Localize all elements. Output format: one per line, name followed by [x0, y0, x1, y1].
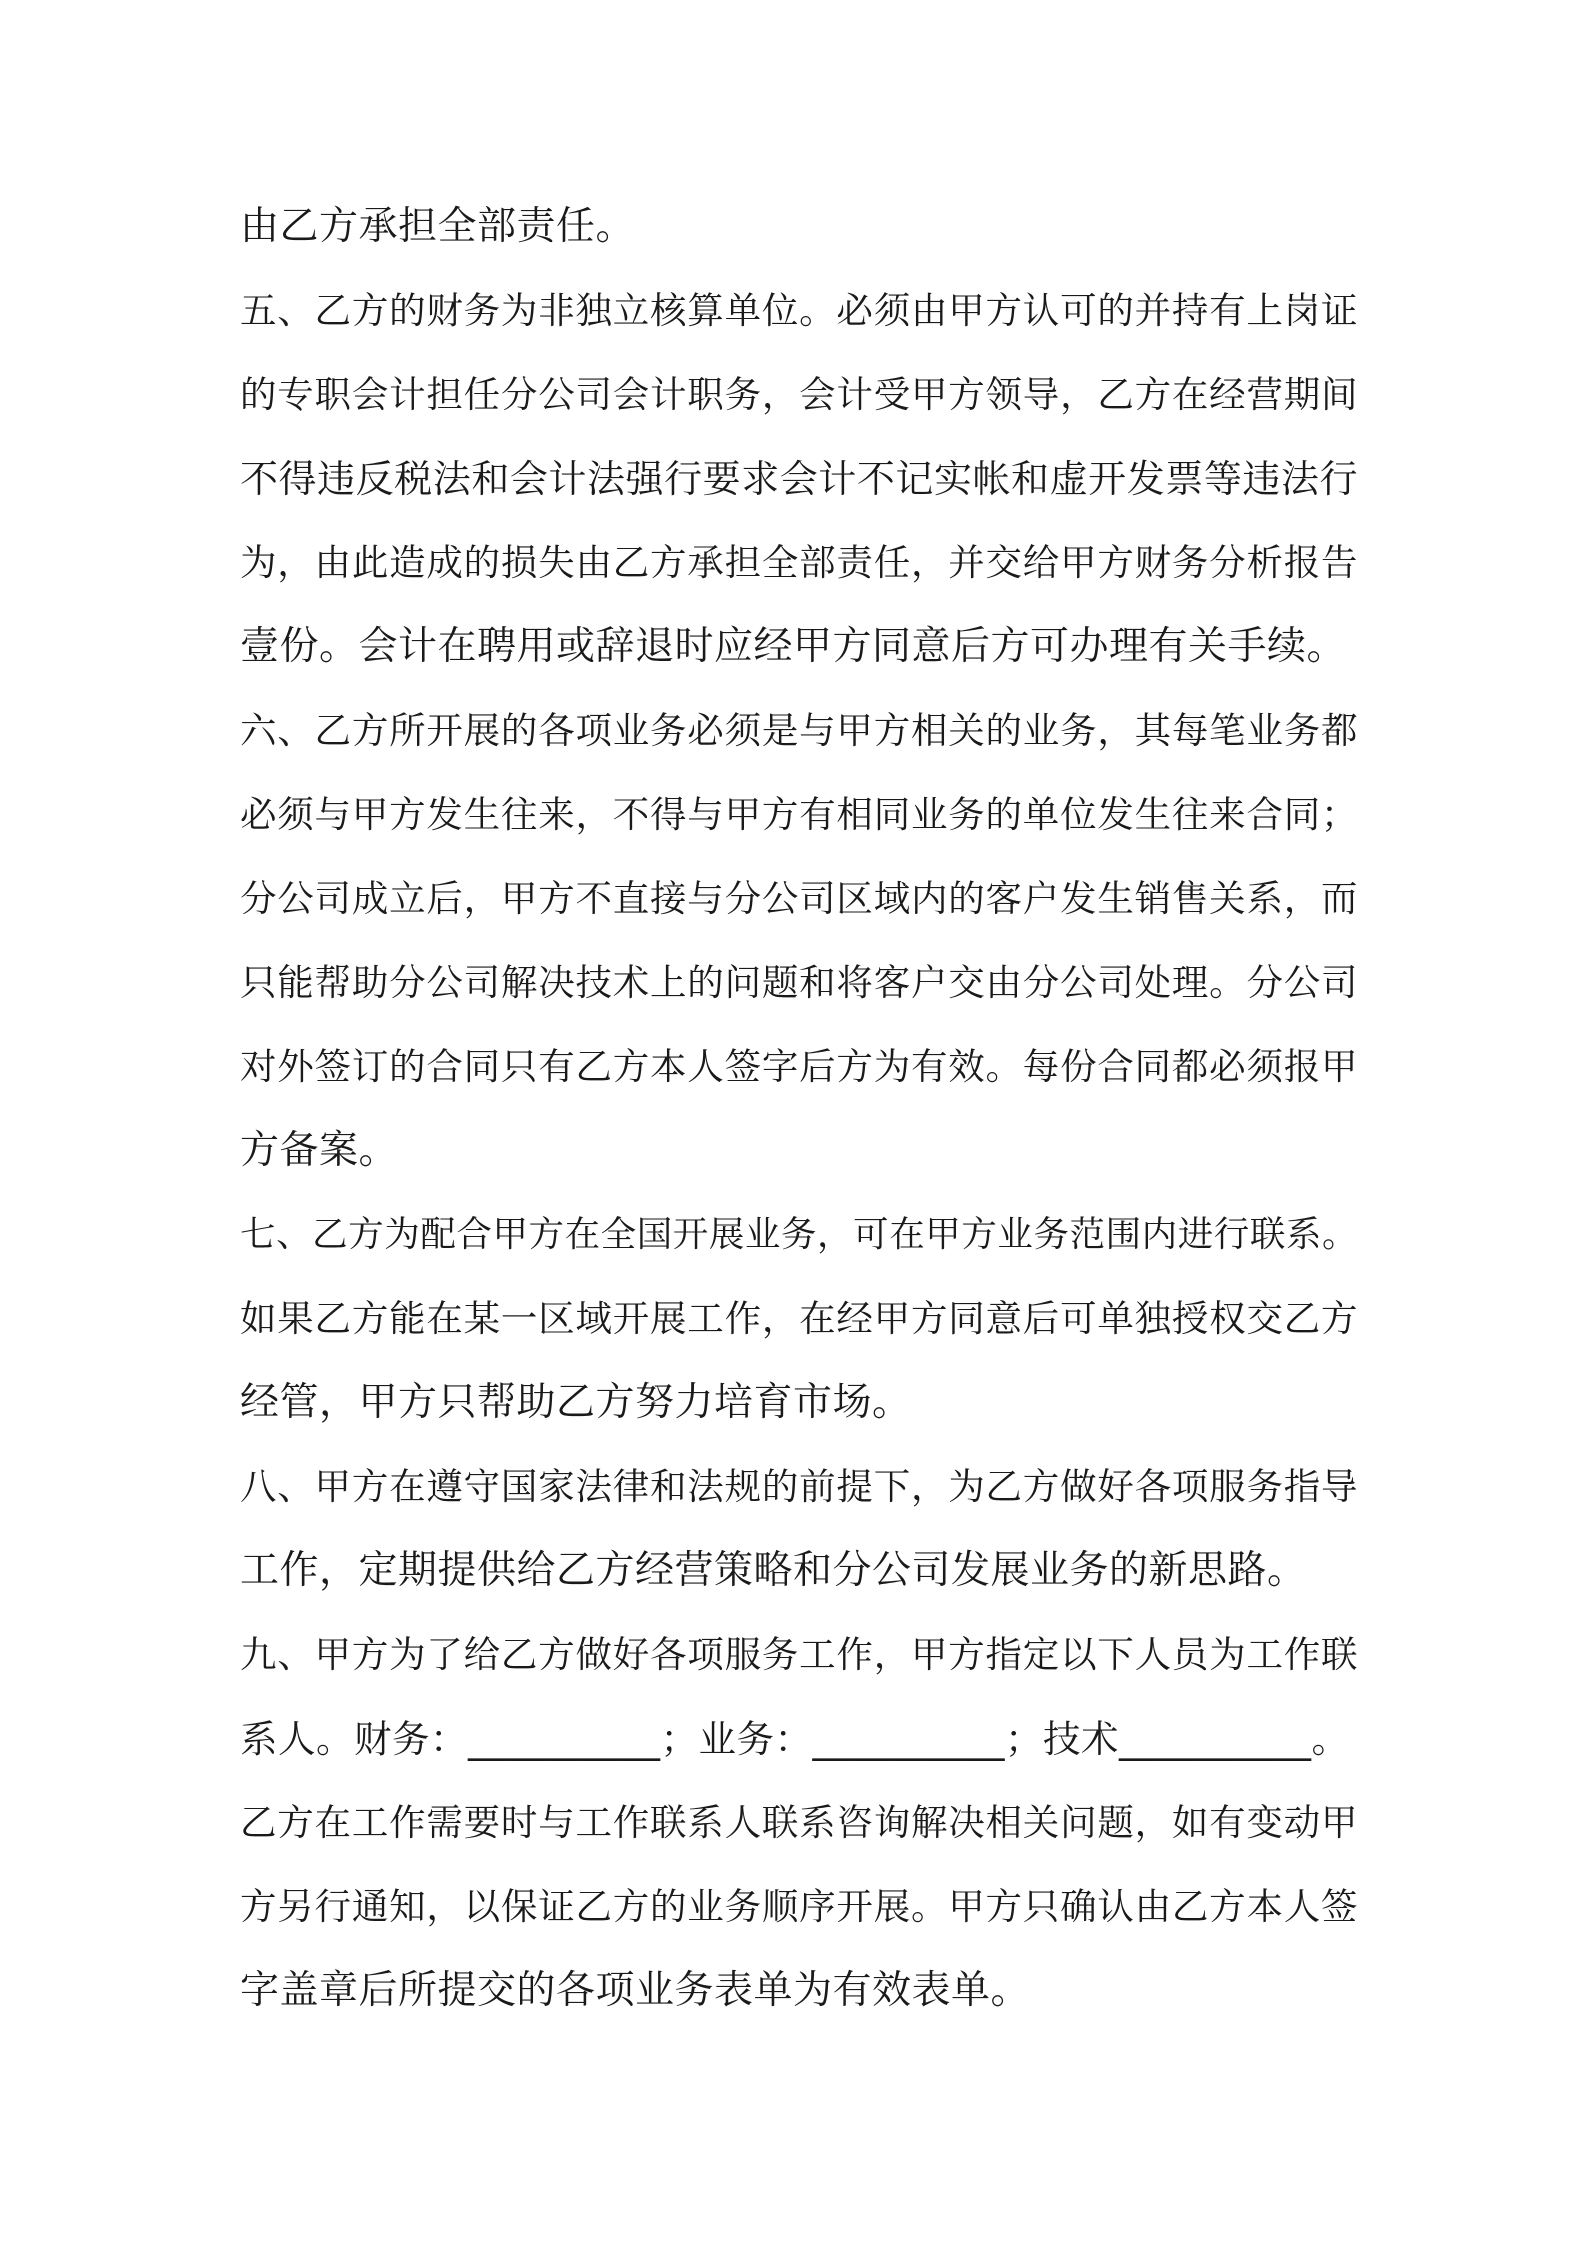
text-line: 经管，甲方只帮助乙方努力培育市场。	[240, 1380, 912, 1425]
text-line: 只能帮助分公司解决技术上的问题和将客户交由分公司处理。分公司	[240, 961, 1358, 1004]
text-line: 为，由此造成的损失由乙方承担全部责任，并交给甲方财务分析报告	[240, 541, 1358, 584]
text-line: 五、乙方的财务为非独立核算单位。必须由甲方认可的并持有上岗证	[240, 289, 1358, 332]
text-line: 方备案。	[240, 1128, 399, 1173]
text-line: 如果乙方能在某一区域开展工作，在经甲方同意后可单独授权交乙方	[240, 1297, 1358, 1340]
text-line: 对外签订的合同只有乙方本人签字后方为有效。每份合同都必须报甲	[240, 1045, 1358, 1088]
text-line: 必须与甲方发生往来，不得与甲方有相同业务的单位发生往来合同；	[240, 793, 1358, 836]
text-line: 六、乙方所开展的各项业务必须是与甲方相关的业务，其每笔业务都	[240, 709, 1358, 752]
text-line: 字盖章后所提交的各项业务表单为有效表单。	[240, 1968, 1031, 2013]
text-line: 分公司成立后，甲方不直接与分公司区域内的客户发生销售关系，而	[240, 877, 1358, 920]
text-line: 壹份。会计在聘用或辞退时应经甲方同意后方可办理有关手续。	[240, 624, 1347, 669]
text-line: 九、甲方为了给乙方做好各项服务工作，甲方指定以下人员为工作联	[240, 1633, 1358, 1676]
text-line: 工作，定期提供给乙方经营策略和分公司发展业务的新思路。	[240, 1548, 1307, 1593]
text-line: 方另行通知，以保证乙方的业务顺序开展。甲方只确认由乙方本人签	[240, 1885, 1358, 1928]
document-body	[240, 185, 1358, 2033]
text-line: 乙方在工作需要时与工作联系人联系咨询解决相关问题，如有变动甲	[240, 1801, 1358, 1844]
text-line: 不得违反税法和会计法强行要求会计不记实帐和虚开发票等违法行	[240, 457, 1358, 501]
text-line: 由乙方承担全部责任。	[240, 204, 636, 249]
text-line: 八、甲方在遵守国家法律和法规的前提下，为乙方做好各项服务指导	[240, 1465, 1358, 1508]
text-line: 系人。财务：__________；业务：__________；技术__________。	[240, 1717, 1350, 1761]
text-line: 七、乙方为配合甲方在全国开展业务，可在甲方业务范围内进行联系。	[240, 1214, 1358, 1255]
text-line: 的专职会计担任分公司会计职务，会计受甲方领导，乙方在经营期间	[240, 373, 1358, 416]
